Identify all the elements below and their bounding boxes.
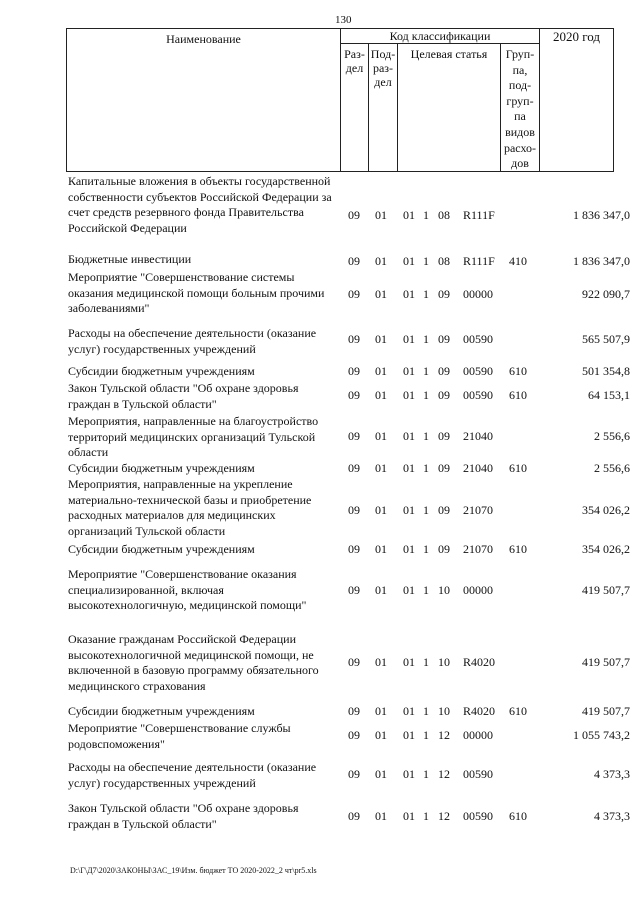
header-year-cell [539, 28, 614, 172]
row-section: 09 [348, 332, 360, 346]
row-event: 12 [438, 767, 450, 781]
row-section: 09 [348, 583, 360, 597]
row-name: Капитальные вложения в объекты государственной собственности субъектов Российской Федерации за счет средств резервного фонда Правительства Российской Федерации [68, 174, 332, 235]
row-section: 09 [348, 767, 360, 781]
row-amount: 64 153,1 [588, 388, 630, 402]
row-subprogram: 1 [423, 388, 429, 402]
row-section: 09 [348, 503, 360, 517]
row-direction: R4020 [463, 704, 496, 718]
header-year: 2020 год [553, 29, 600, 44]
row-event: 10 [438, 704, 450, 718]
row-subprogram: 1 [423, 461, 429, 475]
header-target-article: Целевая статья [410, 47, 488, 61]
row-program: 01 [403, 583, 415, 597]
row-program: 01 [403, 542, 415, 556]
row-name: Мероприятия, направленные на благоустройство территорий медицинских организаций Тульской области [68, 414, 319, 459]
row-subsection: 01 [375, 388, 387, 402]
row-subsection: 01 [375, 332, 387, 346]
row-subsection: 01 [375, 542, 387, 556]
row-subprogram: 1 [423, 254, 429, 268]
row-name: Субсидии бюджетным учреждениям [68, 542, 255, 556]
row-subsection: 01 [375, 287, 387, 301]
row-program: 01 [403, 287, 415, 301]
row-program: 01 [403, 208, 415, 222]
row-program: 01 [403, 254, 415, 268]
row-section: 09 [348, 429, 360, 443]
row-subprogram: 1 [423, 728, 429, 742]
row-subsection: 01 [375, 767, 387, 781]
row-event: 09 [438, 461, 450, 475]
row-name: Субсидии бюджетным учреждениям [68, 704, 255, 718]
row-direction: 21040 [463, 429, 493, 443]
row-subsection: 01 [375, 208, 387, 222]
row-direction: 00590 [463, 809, 493, 823]
row-subsection: 01 [375, 728, 387, 742]
row-direction: 00590 [463, 332, 493, 346]
header-target-cell [397, 43, 501, 172]
row-program: 01 [403, 503, 415, 517]
row-subsection: 01 [375, 364, 387, 378]
row-subsection: 01 [375, 254, 387, 268]
row-program: 01 [403, 767, 415, 781]
row-event: 09 [438, 364, 450, 378]
row-section: 09 [348, 254, 360, 268]
row-program: 01 [403, 461, 415, 475]
row-direction: R111F [463, 208, 495, 222]
row-section: 09 [348, 809, 360, 823]
row-event: 10 [438, 655, 450, 669]
row-direction: 00590 [463, 364, 493, 378]
row-subprogram: 1 [423, 542, 429, 556]
row-expense-group: 610 [509, 461, 527, 475]
row-subsection: 01 [375, 461, 387, 475]
row-amount: 565 507,9 [582, 332, 630, 346]
row-amount: 4 373,3 [594, 809, 630, 823]
row-subprogram: 1 [423, 583, 429, 597]
row-program: 01 [403, 809, 415, 823]
row-direction: 00000 [463, 583, 493, 597]
row-event: 09 [438, 542, 450, 556]
row-event: 12 [438, 728, 450, 742]
row-amount: 354 026,2 [582, 503, 630, 517]
row-direction: 00000 [463, 287, 493, 301]
row-subprogram: 1 [423, 287, 429, 301]
row-subsection: 01 [375, 503, 387, 517]
row-direction: R111F [463, 254, 495, 268]
row-event: 12 [438, 809, 450, 823]
row-program: 01 [403, 429, 415, 443]
row-event: 09 [438, 332, 450, 346]
row-amount: 1 055 743,2 [573, 728, 630, 742]
row-section: 09 [348, 364, 360, 378]
row-amount: 1 836 347,0 [573, 254, 630, 268]
row-amount: 501 354,8 [582, 364, 630, 378]
row-name: Расходы на обеспечение деятельности (оказание услуг) государственных учреждений [68, 760, 317, 790]
row-amount: 419 507,7 [582, 583, 630, 597]
row-amount: 419 507,7 [582, 704, 630, 718]
row-expense-group: 610 [509, 809, 527, 823]
row-name: Оказание гражданам Российской Федерации высокотехнологичной медицинской помощи, не включенной в базовую программу обязательного медицинского страхования [68, 632, 319, 693]
row-amount: 2 556,6 [594, 461, 630, 475]
row-amount: 922 090,7 [582, 287, 630, 301]
row-subprogram: 1 [423, 208, 429, 222]
row-expense-group: 610 [509, 542, 527, 556]
row-subsection: 01 [375, 655, 387, 669]
row-subprogram: 1 [423, 364, 429, 378]
row-direction: R4020 [463, 655, 496, 669]
header-subsection: Под- раз- дел [370, 47, 396, 89]
row-direction: 21040 [463, 461, 493, 475]
row-name: Закон Тульской области "Об охране здоровья граждан в Тульской области" [68, 801, 299, 831]
row-amount: 2 556,6 [594, 429, 630, 443]
row-name: Субсидии бюджетным учреждениям [68, 461, 255, 475]
row-amount: 354 026,2 [582, 542, 630, 556]
row-subsection: 01 [375, 809, 387, 823]
row-section: 09 [348, 655, 360, 669]
row-event: 10 [438, 583, 450, 597]
row-section: 09 [348, 704, 360, 718]
row-name: Мероприятия, направленные на укрепление материально-технической базы и приобретение расходных материалов для медицинских организаций Тульской области [68, 477, 312, 538]
row-subprogram: 1 [423, 429, 429, 443]
header-name-cell [66, 28, 341, 172]
header-section: Раз- дел [344, 47, 365, 75]
row-section: 09 [348, 542, 360, 556]
row-program: 01 [403, 704, 415, 718]
row-subprogram: 1 [423, 809, 429, 823]
row-program: 01 [403, 655, 415, 669]
row-program: 01 [403, 388, 415, 402]
row-direction: 21070 [463, 542, 493, 556]
row-name: Расходы на обеспечение деятельности (оказание услуг) государственных учреждений [68, 326, 317, 356]
row-name: Закон Тульской области "Об охране здоровья граждан в Тульской области" [68, 381, 299, 411]
row-event: 09 [438, 503, 450, 517]
row-program: 01 [403, 728, 415, 742]
row-name: Мероприятие "Совершенствование системы оказания медицинской помощи больным прочими заболеваниями" [68, 270, 325, 315]
row-subprogram: 1 [423, 655, 429, 669]
row-direction: 00590 [463, 388, 493, 402]
row-event: 09 [438, 429, 450, 443]
row-name: Мероприятие "Совершенствование оказания специализированной, включая высокотехнологичную, медицинской помощи" [68, 567, 307, 612]
row-name: Субсидии бюджетным учреждениям [68, 364, 255, 378]
page-number: 130 [335, 14, 352, 26]
header-classification: Код классификации [389, 29, 491, 43]
row-program: 01 [403, 332, 415, 346]
row-section: 09 [348, 728, 360, 742]
row-name: Бюджетные инвестиции [68, 252, 192, 266]
row-subprogram: 1 [423, 332, 429, 346]
row-amount: 419 507,7 [582, 655, 630, 669]
row-subsection: 01 [375, 429, 387, 443]
row-subsection: 01 [375, 583, 387, 597]
row-section: 09 [348, 461, 360, 475]
row-section: 09 [348, 388, 360, 402]
row-expense-group: 610 [509, 388, 527, 402]
row-program: 01 [403, 364, 415, 378]
row-direction: 21070 [463, 503, 493, 517]
row-subprogram: 1 [423, 503, 429, 517]
header-name: Наименование [166, 32, 241, 46]
row-event: 09 [438, 287, 450, 301]
row-subsection: 01 [375, 704, 387, 718]
row-section: 09 [348, 208, 360, 222]
row-event: 09 [438, 388, 450, 402]
row-expense-group: 610 [509, 364, 527, 378]
row-direction: 00590 [463, 767, 493, 781]
row-subprogram: 1 [423, 704, 429, 718]
header-expense-group: Груп- па, под- груп- па видов расхо- дов [503, 47, 537, 171]
row-name: Мероприятие "Совершенствование службы родовспоможения" [68, 721, 291, 751]
row-expense-group: 610 [509, 704, 527, 718]
file-path-footer: D:\Г\Д7\2020\ЗАКОНЫ\ЗАС_19\Изм. бюджет ТО 2020-2022_2 чт\pr5.xls [70, 866, 317, 875]
row-direction: 00000 [463, 728, 493, 742]
row-subprogram: 1 [423, 767, 429, 781]
row-amount: 4 373,3 [594, 767, 630, 781]
row-amount: 1 836 347,0 [573, 208, 630, 222]
row-event: 08 [438, 208, 450, 222]
row-event: 08 [438, 254, 450, 268]
row-section: 09 [348, 287, 360, 301]
row-expense-group: 410 [509, 254, 527, 268]
